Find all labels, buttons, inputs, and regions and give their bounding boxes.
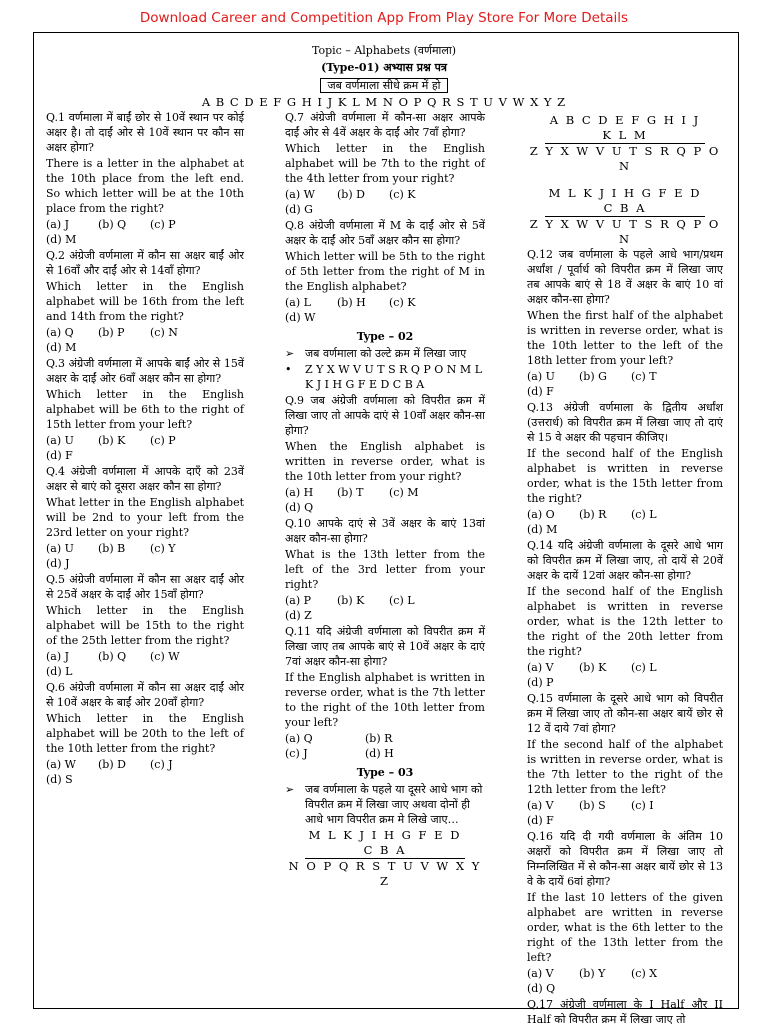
answer-option: (a) Q (285, 732, 313, 745)
answer-option: (c) K (389, 188, 416, 201)
alphabet-row: A B C D E F G H I J K L M N O P Q R S T U V W X Y Z (201, 95, 567, 109)
answer-option: (b) B (98, 542, 126, 555)
answer-option: (a) W (46, 758, 76, 771)
answer-options (527, 369, 723, 399)
question-text: Q.1 वर्णमाला में बाईं छोर से 10वें स्थान पर कोई अक्षर है। तो दाईं ओर से 10वें स्थान पर कौन सा अक्षर होगा? (46, 111, 244, 154)
answer-options (285, 295, 485, 325)
answer-options (285, 593, 485, 623)
question-text-english: Which letter in the English alphabet will be 15th to the right of the 25th letter from the right? (46, 604, 244, 647)
question-text-english: If the last 10 letters of the given alphabet are written in reverse order, what is the 6th letter to the right of the 13th letter from the left? (527, 891, 723, 964)
answer-option: (a) V (527, 799, 554, 812)
answer-option: (b) H (337, 296, 366, 309)
question-text: Q.14 यदि अंग्रेजी वर्णमाला के दूसरे आधे भाग को विपरीत क्रम में लिखा जाए, तो दायें से 20वें अक्षर के दायें 12वां अक्षर कौन-सा होगा? (527, 539, 723, 582)
answer-option: (b) Q (98, 218, 127, 231)
answer-option: (a) V (527, 967, 554, 980)
alphabet-line: Z Y X W V U T S R Q P O N (529, 144, 721, 173)
answer-option: (c) P (150, 434, 176, 447)
answer-options (285, 731, 485, 761)
question-text: Q.15 वर्णमाला के दूसरे आधे भाग को विपरीत क्रम में लिखा जाए तो कौन-सा अक्षर बायें छोर से 12 वें दाये 7वां होगा? (527, 692, 723, 735)
question-text-english: Which letter will be 5th to the right of 5th letter from the right of M in the English alphabet? (285, 250, 485, 293)
question-text-english: Which letter in the English alphabet will be 7th to the right of the 4th letter from your right? (285, 142, 485, 185)
answer-option: (a) U (527, 370, 555, 383)
alphabet-line: Z Y X W V U T S R Q P O N (529, 217, 721, 246)
answer-option: (d) F (46, 449, 73, 462)
question-text: Q.4 अंग्रेजी वर्णमाला में आपके दाएँ को 23वें अक्षर से बाएं को दूसरा अक्षर कौन सा होगा? (46, 465, 244, 493)
app-download-banner: Download Career and Competition App From Play Store For More Details (139, 10, 629, 26)
bullet-marker: • (285, 363, 292, 376)
question-text-english: If the second half of the alphabet is written in reverse order, what is the 7th letter to the right of the 12th letter from the left? (527, 738, 723, 796)
spacer (527, 174, 723, 186)
answer-options (527, 798, 723, 828)
question-text: Q.3 अंग्रेजी वर्णमाला में आपके बाईं ओर से 15वें अक्षर के दाईं ओर 6वाँ अक्षर कौन सा होगा? (46, 357, 244, 385)
question-text: Q.9 जब अंग्रेजी वर्णमाला को विपरीत क्रम में लिखा जाए तो आपके दाएं से 10वाँ अक्षर कौन-सा होगा? (285, 394, 485, 437)
answer-options (46, 325, 244, 355)
answer-option: (a) Q (46, 326, 74, 339)
question-text-english: There is a letter in the alphabet at the 10th place from the left end. So which letter will be at the 10th place from the right? (46, 157, 244, 215)
answer-option: (c) N (150, 326, 178, 339)
question-text: Q.12 जब वर्णमाला के पहले आधे भाग/प्रथम अर्धांश / पूर्वार्ध को विपरीत क्रम में लिखा जाए तब आपके बाएं से 18 वें अक्षर के बाएं 10 वां अक्षर कौन-सा होगा? (527, 248, 723, 306)
answer-option: (c) W (150, 650, 180, 663)
question-text-english: Which letter in the English alphabet will be 20th to the left of the 10th letter from the right? (46, 712, 244, 755)
answer-option: (c) L (631, 661, 657, 674)
question-text-english: If the English alphabet is written in reverse order, what is the 7th letter to the right of the 10th letter from your left? (285, 671, 485, 729)
question-text: Q.2 अंग्रेजी वर्णमाला में कौन सा अक्षर बाईं ओर से 16वाँ और दाईं ओर से 14वाँ होगा? (46, 249, 244, 277)
bullet-item (285, 782, 485, 827)
answer-option: (c) T (631, 370, 657, 383)
answer-options (527, 660, 723, 690)
bullet-text: जब वर्णमाला को उल्टे क्रम में लिखा जाए (305, 347, 467, 360)
answer-option: (d) W (285, 311, 316, 324)
answer-option: (a) J (46, 218, 70, 231)
answer-option: (b) K (579, 661, 607, 674)
answer-options (285, 187, 485, 217)
bullet-text: Z Y X W V U T S R Q P O N M L K J I H G F E D C B A (305, 363, 482, 391)
bullet-marker: ➢ (285, 347, 295, 360)
answer-option: (c) J (285, 747, 308, 760)
answer-option: (d) M (46, 341, 77, 354)
boxed-subheading (0, 79, 768, 93)
answer-option: (d) Q (527, 982, 556, 995)
question-text: Q.7 अंग्रेजी वर्णमाला में कौन-सा अक्षर आपके दाईं ओर से 4वें अक्षर के दाईं ओर 7वाँ होगा? (285, 111, 485, 139)
answer-option: (d) M (46, 233, 77, 246)
alphabet-line: N O P Q R S T U V W X Y Z (288, 859, 482, 888)
answer-option: (a) U (46, 434, 74, 447)
answer-option: (c) J (150, 758, 173, 771)
topic-title: Topic – Alphabets (वर्णमाला) (312, 44, 456, 57)
answer-option: (a) H (285, 486, 314, 499)
question-text-english: What is the 13th letter from the left of the 3rd letter from your right? (285, 548, 485, 591)
alphabet-line: M L K J I H G F E D C B A (545, 186, 705, 217)
question-text-english: If the second half of the English alphabet is written in reverse order, what is the 12th letter to the right of the 20th letter from the right? (527, 585, 723, 658)
answer-option: (a) P (285, 594, 312, 607)
question-text-english: Which letter in the English alphabet will be 6th to the right of 15th letter from your left? (46, 388, 244, 431)
answer-option: (c) Y (150, 542, 176, 555)
answer-options (46, 217, 244, 247)
answer-options (46, 433, 244, 463)
boxed-subheading-text: जब वर्णमाला सीधे क्रम में हो (320, 78, 447, 93)
answer-option: (b) R (579, 508, 607, 521)
answer-option: (d) G (285, 203, 313, 216)
answer-options (46, 541, 244, 571)
answer-option: (d) P (527, 676, 554, 689)
column-right (527, 113, 723, 1028)
answer-option: (d) Q (285, 501, 314, 514)
answer-options (285, 485, 485, 515)
question-text-english: Which letter in the English alphabet will be 16th from the left and 14th from the right? (46, 280, 244, 323)
answer-option: (c) P (150, 218, 176, 231)
bullet-item (285, 362, 485, 392)
question-text-english: When the first half of the alphabet is written in reverse order, what is the 10th letter to the left of the 18th letter from your left? (527, 309, 723, 367)
question-text: Q.16 यदि दी गयी वर्णमाला के अंतिम 10 अक्षरों को विपरीत क्रम में लिखा जाए तो निम्नलिखित में से कौन-सा अक्षर बायें छोर से 13 वे के दायें 6वां होगा? (527, 830, 723, 888)
answer-option: (d) J (46, 557, 70, 570)
question-text: Q.5 अंग्रेजी वर्णमाला में कौन सा अक्षर दाईं ओर से 25वें अक्षर के दाईं ओर 15वाँ होगा? (46, 573, 244, 601)
question-text: Q.10 आपके दाएं से 3वें अक्षर के बाएं 13वां अक्षर कौन-सा होगा? (285, 517, 485, 545)
answer-options (527, 507, 723, 537)
answer-option: (b) D (337, 188, 365, 201)
question-text: Q.13 अंग्रेजी वर्णमाला के द्वितीय अर्धांश (उत्तरार्ध) को विपरीत क्रम में लिखा जाए तो दाएं से 15 वे अक्षर की पहचान कीजिए। (527, 401, 723, 444)
answer-option: (d) H (365, 747, 394, 760)
answer-option: (b) G (579, 370, 607, 383)
answer-option: (b) T (337, 486, 364, 499)
answer-option: (b) Q (98, 650, 127, 663)
answer-option: (d) Z (285, 609, 312, 622)
section-heading: Type – 02 (356, 330, 414, 343)
answer-option: (b) S (579, 799, 606, 812)
type-heading: (Type-01) अभ्यास प्रश्न पत्र (321, 61, 447, 74)
question-text-english: When the English alphabet is written in reverse order, what is the 10th letter from your right? (285, 440, 485, 483)
answer-option: (b) Y (579, 967, 606, 980)
answer-option: (c) X (631, 967, 658, 980)
answer-option: (a) U (46, 542, 74, 555)
question-text: Q.6 अंग्रेजी वर्णमाला में कौन सा अक्षर दाईं ओर से 10वें अक्षर के बाईं ओर 20वाँ होगा? (46, 681, 244, 709)
bullet-item (285, 346, 485, 361)
alphabet-line: A B C D E F G H I J K L M (545, 113, 705, 144)
answer-option: (d) M (527, 523, 558, 536)
answer-option: (a) L (285, 296, 311, 309)
question-text-english: What letter in the English alphabet will be 2nd to your left from the 23rd letter on your right? (46, 496, 244, 539)
answer-option: (d) L (46, 665, 73, 678)
answer-option: (a) J (46, 650, 70, 663)
answer-option: (a) O (527, 508, 555, 521)
answer-option: (b) K (337, 594, 365, 607)
answer-options (46, 757, 244, 787)
answer-option: (c) K (389, 296, 416, 309)
answer-option: (b) D (98, 758, 126, 771)
question-text-english: If the second half of the English alphabet is written in reverse order, what is the 15th letter from the right? (527, 447, 723, 505)
alphabet-line: M L K J I H G F E D C B A (305, 828, 465, 859)
column-left (46, 110, 244, 788)
answer-option: (c) L (389, 594, 415, 607)
question-text: Q.8 अंग्रेजी वर्णमाला में M के दाईं ओर से 5वें अक्षर के दाईं ओर 5वाँ अक्षर कौन सा होगा? (285, 219, 485, 247)
answer-options (527, 966, 723, 996)
question-text: Q.11 यदि अंग्रेजी वर्णमाला को विपरीत क्रम में लिखा जाए तब आपके बाएं से 10वें अक्षर के दाएं 7वां अक्षर कौन-सा होगा? (285, 625, 485, 668)
section-heading: Type – 03 (356, 766, 414, 779)
answer-option: (b) K (98, 434, 126, 447)
answer-option: (a) V (527, 661, 554, 674)
answer-option: (d) F (527, 385, 554, 398)
answer-option: (b) R (365, 732, 393, 745)
answer-options (46, 649, 244, 679)
answer-option: (c) I (631, 799, 654, 812)
bullet-text: जब वर्णमाला के पहले या दूसरे आधे भाग को विपरीत क्रम में लिखा जाए अथवा दोनों ही आधे भाग विपरीत क्रम मे लिखे जाए… (305, 783, 483, 826)
column-middle (285, 110, 485, 889)
question-text: Q.17 अंग्रेजी वर्णमाला के I Half और II Half को विपरीत क्रम में लिखा जाए तो (527, 998, 723, 1026)
answer-option: (b) P (98, 326, 125, 339)
answer-option: (d) S (46, 773, 73, 786)
answer-option: (c) M (389, 486, 419, 499)
answer-option: (a) W (285, 188, 315, 201)
answer-option: (d) F (527, 814, 554, 827)
bullet-marker: ➢ (285, 783, 295, 796)
answer-option: (c) L (631, 508, 657, 521)
